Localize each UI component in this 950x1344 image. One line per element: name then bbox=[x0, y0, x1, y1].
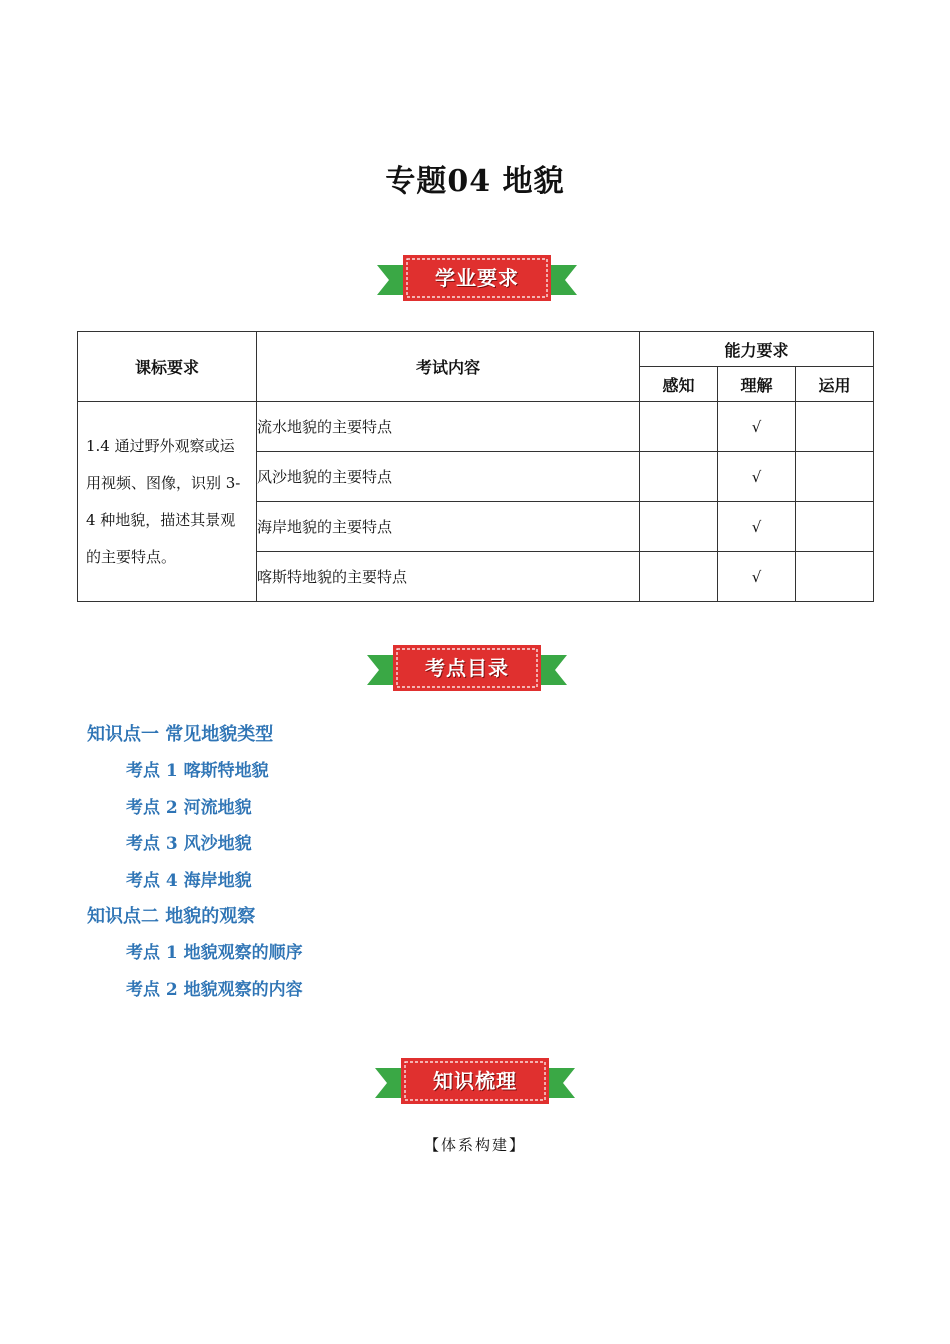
content-cell: 喀斯特地貌的主要特点 bbox=[257, 552, 640, 602]
understand-cell: √ bbox=[718, 452, 796, 502]
header-apply: 运用 bbox=[796, 367, 874, 402]
apply-cell bbox=[796, 452, 874, 502]
understand-cell: √ bbox=[718, 402, 796, 452]
requirements-table bbox=[77, 331, 874, 602]
standard-text: 1.4 通过野外观察或运用视频、图像，识别 3-4 种地貌，描述其景观的主要特点。 bbox=[86, 436, 241, 566]
exam-point: 考点 2 地貌观察的内容 bbox=[126, 979, 303, 1000]
page-title: 专题04 地貌 bbox=[385, 164, 565, 199]
banner-label: 知识梳理 bbox=[433, 1069, 517, 1093]
understand-cell: √ bbox=[718, 552, 796, 602]
sense-cell bbox=[640, 502, 718, 552]
header-standard: 课标要求 bbox=[78, 332, 257, 402]
understand-cell: √ bbox=[718, 502, 796, 552]
apply-cell bbox=[796, 552, 874, 602]
header-sense: 感知 bbox=[640, 367, 718, 402]
knowledge-heading: 知识点一 常见地貌类型 bbox=[87, 724, 274, 745]
banner-label: 考点目录 bbox=[425, 656, 509, 680]
sense-cell bbox=[640, 452, 718, 502]
banner-catalog bbox=[367, 643, 567, 695]
exam-point: 考点 1 地貌观察的顺序 bbox=[126, 943, 303, 963]
content-cell: 风沙地貌的主要特点 bbox=[257, 452, 640, 502]
banner-label: 学业要求 bbox=[435, 266, 519, 290]
exam-point: 考点 3 风沙地貌 bbox=[126, 834, 252, 854]
exam-point: 考点 1 喀斯特地貌 bbox=[126, 761, 269, 781]
banner-requirements bbox=[377, 253, 577, 305]
system-label: 【体系构建】 bbox=[423, 1136, 526, 1154]
banner-knowledge bbox=[375, 1056, 575, 1108]
header-content: 考试内容 bbox=[257, 332, 640, 402]
apply-cell bbox=[796, 502, 874, 552]
knowledge-heading: 知识点二 地貌的观察 bbox=[87, 906, 256, 927]
sense-cell bbox=[640, 402, 718, 452]
content-cell: 海岸地貌的主要特点 bbox=[257, 502, 640, 552]
apply-cell bbox=[796, 402, 874, 452]
standard-cell bbox=[78, 402, 257, 602]
exam-point: 考点 4 海岸地貌 bbox=[126, 870, 252, 891]
header-understand: 理解 bbox=[718, 367, 796, 402]
sense-cell bbox=[640, 552, 718, 602]
table-row bbox=[78, 402, 874, 452]
topic-outline bbox=[87, 720, 303, 1011]
content-cell: 流水地貌的主要特点 bbox=[257, 402, 640, 452]
header-ability: 能力要求 bbox=[640, 332, 874, 367]
exam-point: 考点 2 河流地貌 bbox=[126, 797, 252, 818]
